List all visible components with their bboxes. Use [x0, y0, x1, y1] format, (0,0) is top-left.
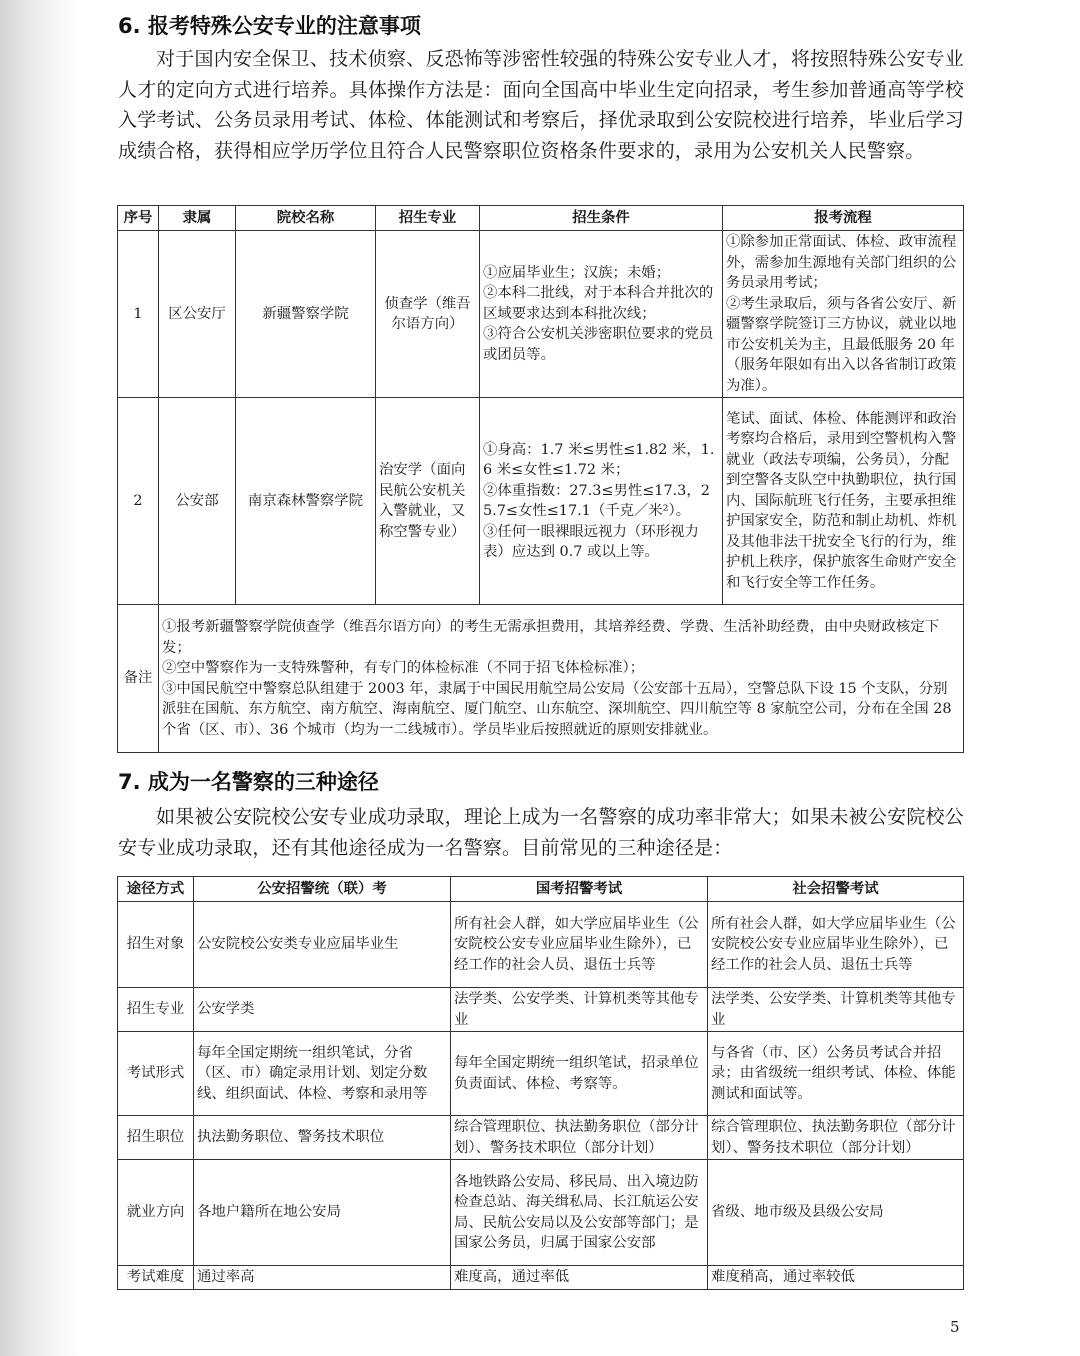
notes-cell [159, 605, 964, 753]
note-item: ①报考新疆警察学院侦查学（维吾尔语方向）的考生无需承担费用，其培养经费、学费、生活补助经费，由中央财政核定下发； [162, 619, 940, 656]
header-cell: 国考招警考试 [451, 877, 708, 902]
table-row [118, 1032, 964, 1116]
school-cell: 南京森林警察学院 [236, 398, 376, 605]
school-cell: 新疆警察学院 [236, 231, 376, 398]
condition-item: ①身高：1.7 米≤男性≤1.82 米，1.6 米≤女性≤1.72 米； [483, 441, 715, 478]
header-cell: 途径方式 [118, 877, 194, 902]
table-row [118, 988, 964, 1032]
major-cell: 侦查学（维吾尔语方向） [376, 231, 480, 398]
cell-social-exam: 省级、地市级及县级公安局 [708, 1160, 964, 1266]
cell-social-exam: 所有社会人群，如大学应届毕业生（公安院校公安专业应届毕业生除外），已经工作的社会人员、退伍士兵等 [708, 902, 964, 988]
table-row [118, 1160, 964, 1266]
cell-national-exam: 每年全国定期统一组织笔试，招录单位负责面试、体检、考察等。 [451, 1032, 708, 1116]
note-item: ③中国民航空中警察总队组建于 2003 年，隶属于中国民用航空局公安局（公安部十五局），空警总队下设 15 个支队，分别派驻在国航、东方航空、南方航空、海南航空、厦门航空、山东航空、深圳航空、四川航空等 8 家航空公司，分布在全国 28 个省（区、市）、36 个城市（均为一二线城市）。学员毕业后按照就近的原则安排就业。 [162, 680, 952, 738]
row-label: 招生对象 [118, 902, 194, 988]
cell-national-exam: 所有社会人群，如大学应届毕业生（公安院校公安专业应届毕业生除外），已经工作的社会人员、退伍士兵等 [451, 902, 708, 988]
cell-social-exam: 法学类、公安学类、计算机类等其他专业 [708, 988, 964, 1032]
condition-item: ③任何一眼裸眼远视力（环形视力表）应达到 0.7 或以上等。 [483, 523, 699, 560]
cell-unified-exam: 执法勤务职位、警务技术职位 [194, 1116, 451, 1160]
header-cell: 公安招警统（联）考 [194, 877, 451, 902]
notes-label: 备注 [118, 605, 159, 753]
row-label: 考试形式 [118, 1032, 194, 1116]
affiliation-cell: 区公安厅 [159, 231, 236, 398]
row-label: 招生职位 [118, 1116, 194, 1160]
process-item: ①除参加正常面试、体检、政审流程外，需参加生源地有关部门组织的公务员录用考试； [726, 234, 957, 291]
table-row [118, 231, 964, 398]
section7-heading: 7. 成为一名警察的三种途径 [118, 770, 379, 794]
conditions-cell [480, 398, 723, 605]
cell-unified-exam: 通过率高 [194, 1266, 451, 1290]
process-cell [723, 231, 964, 398]
cell-national-exam: 综合管理职位、执法勤务职位（部分计划）、警务技术职位（部分计划） [451, 1116, 708, 1160]
table-row [118, 398, 964, 605]
affiliation-cell: 公安部 [159, 398, 236, 605]
police-pathways-table [117, 876, 964, 1290]
header-cell: 院校名称 [236, 206, 376, 231]
row-label: 招生专业 [118, 988, 194, 1032]
cell-unified-exam: 各地户籍所在地公安局 [194, 1160, 451, 1266]
header-cell: 社会招警考试 [708, 877, 964, 902]
table-row [118, 1266, 964, 1290]
header-cell: 隶属 [159, 206, 236, 231]
table-row [118, 902, 964, 988]
cell-unified-exam: 公安学类 [194, 988, 451, 1032]
header-cell: 招生专业 [376, 206, 480, 231]
section6-heading: 6. 报考特殊公安专业的注意事项 [118, 14, 421, 38]
cell-social-exam: 综合管理职位、执法勤务职位（部分计划）、警务技术职位（部分计划） [708, 1116, 964, 1160]
header-cell: 招生条件 [480, 206, 723, 231]
table-row [118, 1116, 964, 1160]
cell-unified-exam: 每年全国定期统一组织笔试，分省（区、市）确定录用计划、划定分数线、组织面试、体检、考察和录用等 [194, 1032, 451, 1116]
table-header-row [118, 877, 964, 902]
note-item: ②空中警察作为一支特殊警种，有专门的体检标准（不同于招飞体检标准）； [162, 660, 645, 676]
cell-unified-exam: 公安院校公安类专业应届毕业生 [194, 902, 451, 988]
notes-row [118, 605, 964, 753]
process-item: ②考生录取后，须与各省公安厅、新疆警察学院签订三方协议，就业以地市公安机关为主，且最低服务 20 年（服务年限如有出入以各省制订政策为准）。 [726, 295, 957, 394]
cell-social-exam: 难度稍高，通过率较低 [708, 1266, 964, 1290]
section7-paragraph: 如果被公安院校公安专业成功录取，理论上成为一名警察的成功率非常大；如果未被公安院校公安专业成功录取，还有其他途径成为一名警察。目前常见的三种途径是： [118, 806, 964, 859]
condition-item: ①应届毕业生；汉族；未婚； [483, 264, 671, 281]
cell-national-exam: 法学类、公安学类、计算机类等其他专业 [451, 988, 708, 1032]
special-majors-table [117, 205, 964, 753]
conditions-cell [480, 231, 723, 398]
table-header-row [118, 206, 964, 231]
cell-social-exam: 与各省（市、区）公务员考试合并招录；由省级统一组织考试、体检、体能测试和面试等。 [708, 1032, 964, 1116]
cell-national-exam: 各地铁路公安局、移民局、出入境边防检查总站、海关缉私局、长江航运公安局、民航公安局以及公安部等部门；是国家公务员，归属于国家公安部 [451, 1160, 708, 1266]
row-number: 1 [118, 231, 159, 398]
row-label: 考试难度 [118, 1266, 194, 1290]
condition-item: ②本科二批线，对于本科合并批次的区域要求达到本科批次线； [483, 285, 714, 322]
row-number: 2 [118, 398, 159, 605]
major-cell: 治安学（面向民航公安机关入警就业，又称空警专业） [376, 398, 480, 605]
section6-paragraph: 对于国内安全保卫、技术侦察、反恐怖等涉密性较强的特殊公安专业人才，将按照特殊公安专业人才的定向方式进行培养。具体操作方法是：面向全国高中毕业生定向招录，考生参加普通高等学校入学考试、公务员录用考试、体检、体能测试和考察后，择优录取到公安院校进行培养，毕业后学习成绩合格，获得相应学历学位且符合人民警察职位资格条件要求的，录用为公安机关人民警察。 [118, 48, 964, 162]
header-cell: 序号 [118, 206, 159, 231]
condition-item: ③符合公安机关涉密职位要求的党员或团员等。 [483, 326, 714, 363]
cell-national-exam: 难度高，通过率低 [451, 1266, 708, 1290]
condition-item: ②体重指数：27.3≤男性≤17.3，25.7≤女性≤17.1（千克／米²）。 [483, 482, 710, 519]
page-edge-shadow [0, 0, 80, 1356]
page-number: 5 [950, 1318, 960, 1336]
header-cell: 报考流程 [723, 206, 964, 231]
row-label: 就业方向 [118, 1160, 194, 1266]
process-cell: 笔试、面试、体检、体能测评和政治考察均合格后，录用到空警机构入警就业（政法专项编，公务员），分配到空警各支队空中执勤职位，执行国内、国际航班飞行任务，主要承担维护国家安全，防范和制止劫机、炸机及其他非法干扰安全飞行的行为，维护机上秩序，保护旅客生命财产安全和飞行安全等工作任务。 [723, 398, 964, 605]
